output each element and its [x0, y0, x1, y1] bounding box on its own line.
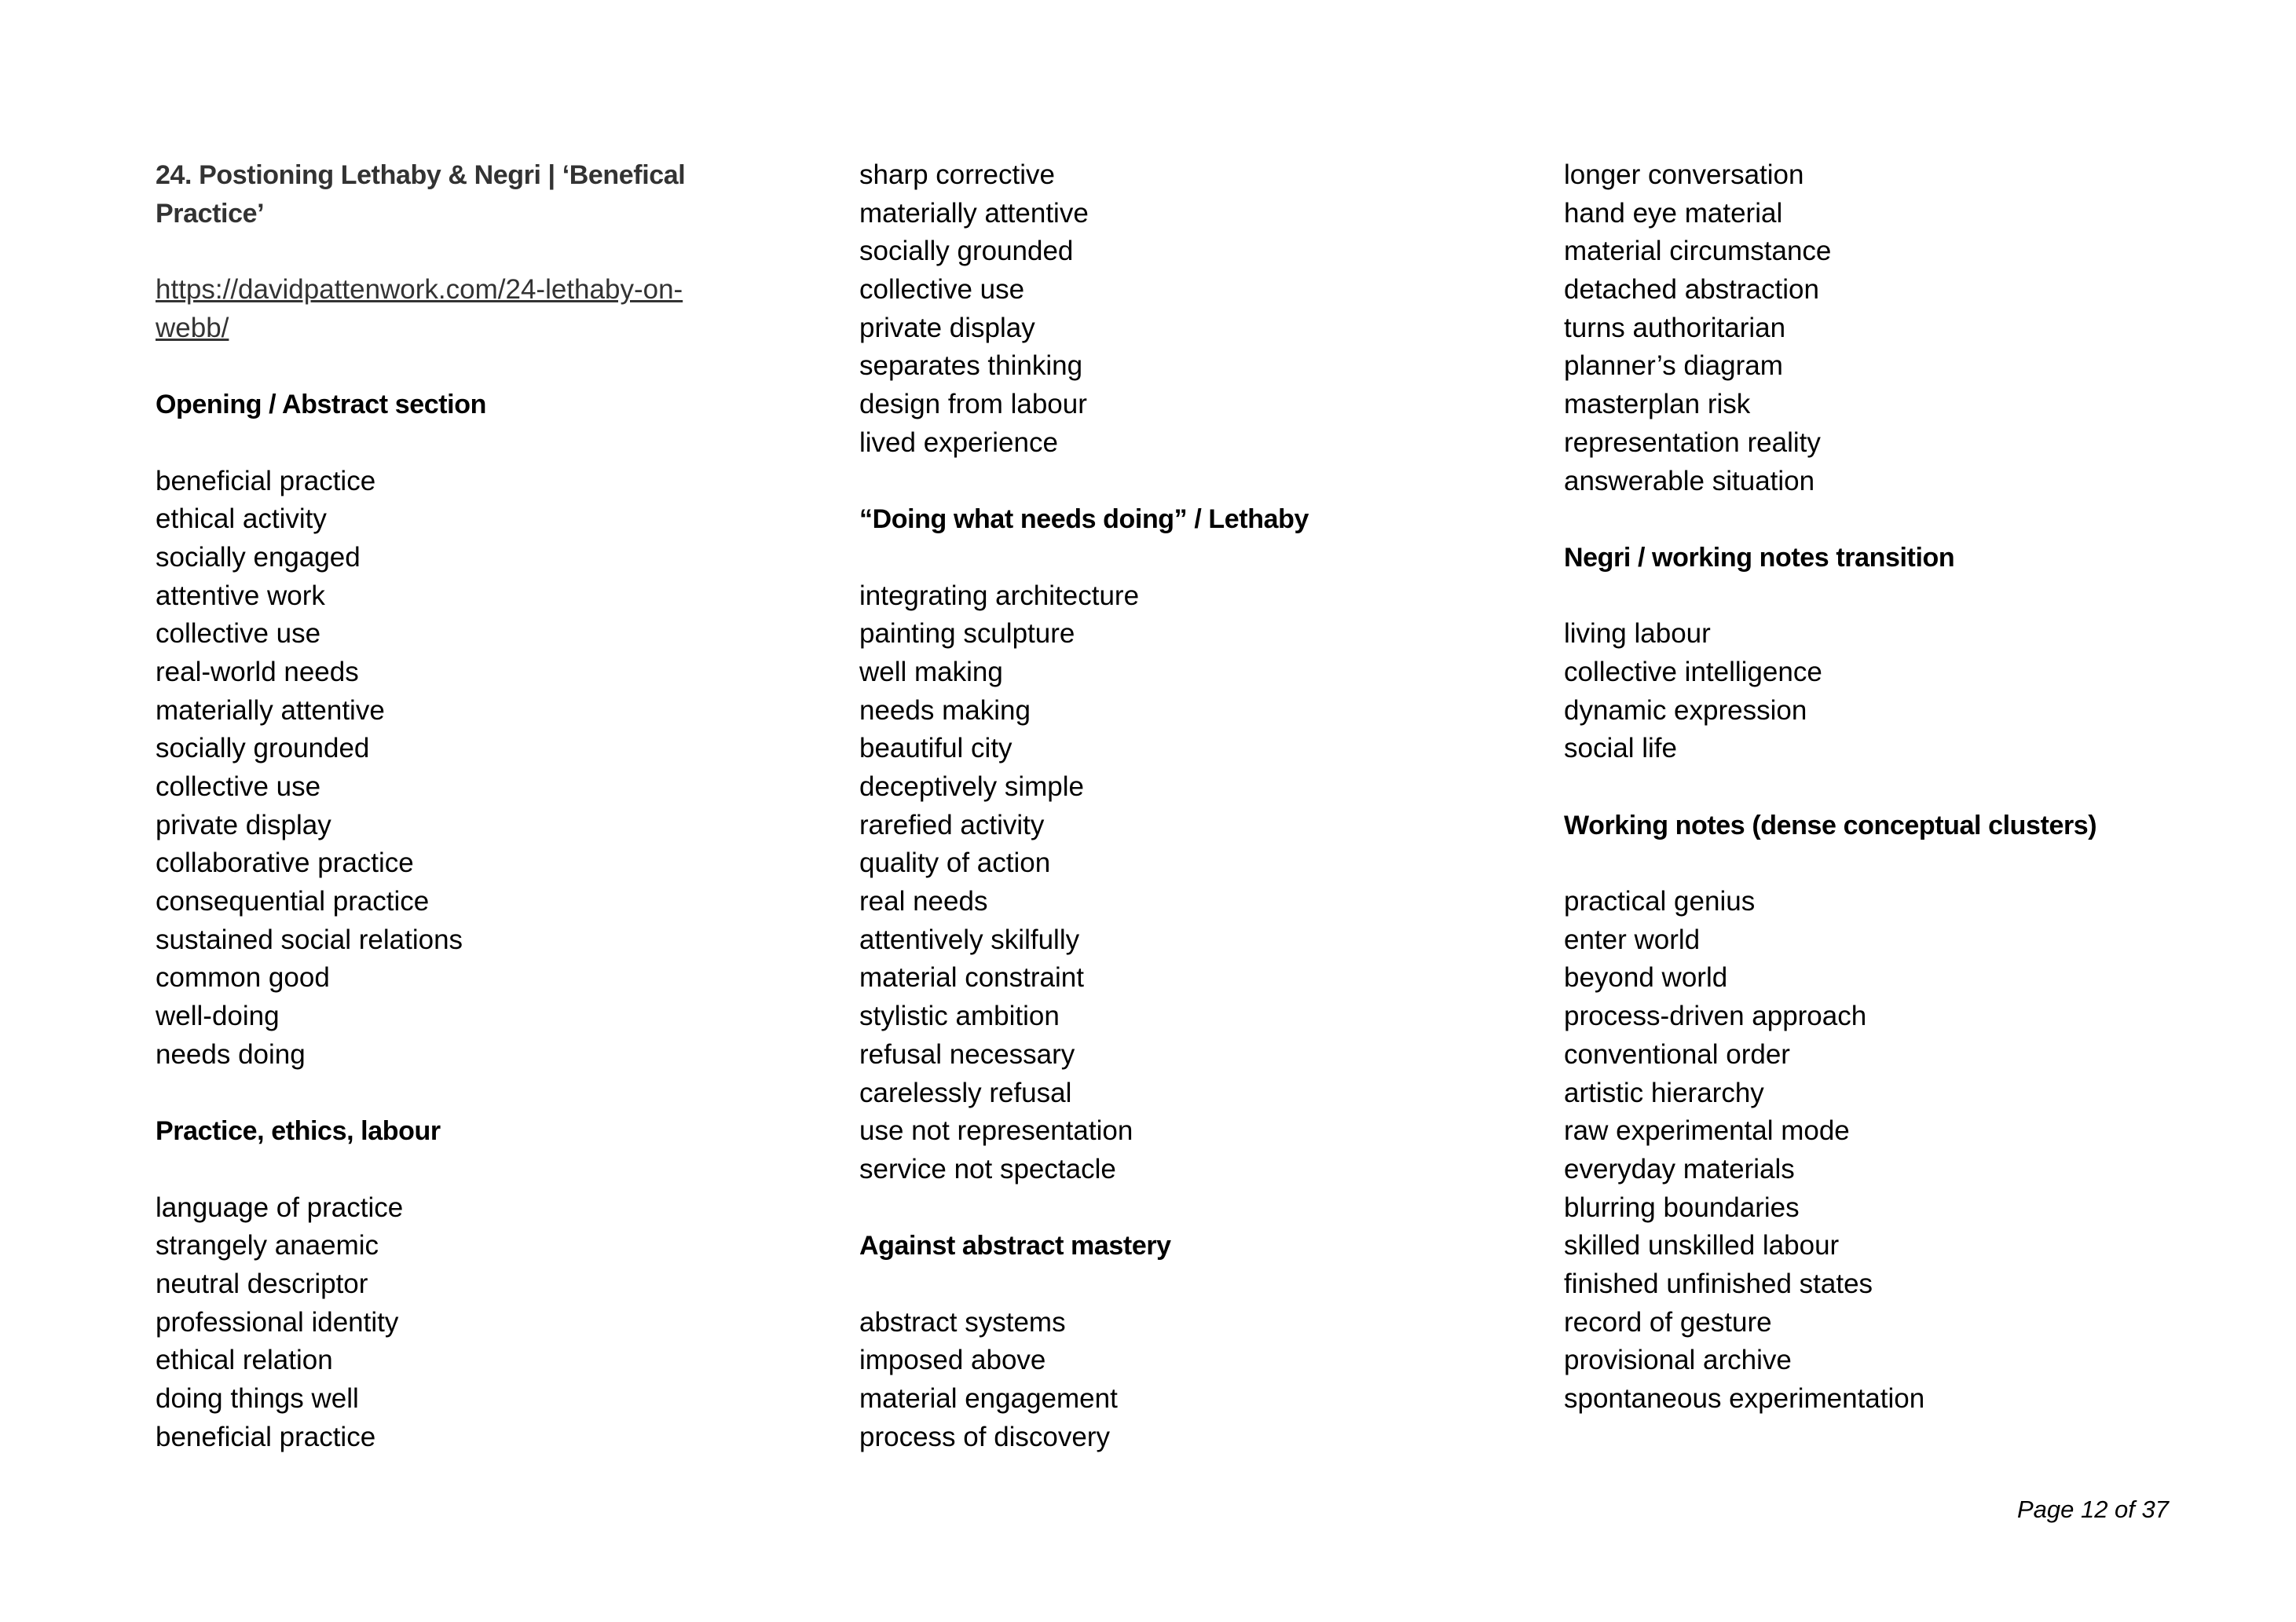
- list-item: socially engaged: [156, 541, 361, 573]
- list-item: attentive work: [156, 580, 325, 611]
- list-item: material circumstance: [1564, 236, 1832, 267]
- list-item: social life: [1564, 733, 1677, 764]
- term-list: [156, 1189, 753, 1457]
- left-column: [156, 156, 753, 1456]
- list-item: service not spectacle: [859, 1153, 1116, 1184]
- list-item: abstract systems: [859, 1306, 1066, 1338]
- list-item: detached abstraction: [1564, 274, 1819, 306]
- list-item: conventional order: [1564, 1038, 1790, 1070]
- list-item: collaborative practice: [156, 848, 414, 879]
- section-heading: Working notes (dense conceptual clusters): [1564, 810, 2097, 840]
- section-heading: Practice, ethics, labour: [156, 1116, 441, 1147]
- list-item: real needs: [859, 886, 988, 917]
- list-item: attentively skilfully: [859, 924, 1080, 955]
- middle-column: [859, 156, 1456, 1456]
- section-heading: Against abstract mastery: [859, 1231, 1171, 1261]
- section-working-notes: [1564, 807, 2192, 1419]
- term-list: [156, 463, 753, 1075]
- list-item: carelessly refusal: [859, 1077, 1072, 1108]
- list-item: record of gesture: [1564, 1306, 1772, 1338]
- list-item: blurring boundaries: [1564, 1192, 1800, 1223]
- list-item: imposed above: [859, 1345, 1046, 1376]
- list-item: finished unfinished states: [1564, 1268, 1873, 1299]
- document-link[interactable]: [156, 271, 705, 347]
- section-heading: Negri / working notes transition: [1564, 542, 1955, 573]
- list-item: stylistic ambition: [859, 1001, 1060, 1032]
- list-item: design from labour: [859, 389, 1087, 420]
- list-item: private display: [859, 312, 1035, 343]
- section-heading: Opening / Abstract section: [156, 390, 486, 420]
- section-practice-ethics-labour: [156, 1112, 753, 1456]
- list-item: answerable situation: [1564, 465, 1815, 496]
- list-item: longer conversation: [1564, 159, 1804, 190]
- section-against-abstract-mastery: [859, 1227, 1456, 1456]
- section-opening-abstract: [156, 386, 753, 1074]
- list-item: process of discovery: [859, 1421, 1111, 1452]
- spacer: [859, 463, 1456, 501]
- list-item: deceptively simple: [859, 771, 1084, 802]
- list-item: needs doing: [156, 1038, 306, 1070]
- list-item: enter world: [1564, 924, 1701, 955]
- term-list: [1564, 883, 2192, 1419]
- spacer: [156, 1151, 753, 1189]
- list-item: professional identity: [156, 1306, 399, 1338]
- list-item: skilled unskilled labour: [1564, 1230, 1840, 1261]
- list-item: refusal necessary: [859, 1038, 1075, 1070]
- spacer: [1564, 577, 2192, 616]
- list-item: rarefied activity: [859, 809, 1045, 840]
- list-item: collective use: [156, 771, 321, 803]
- list-item: material constraint: [859, 962, 1084, 994]
- list-item: materially attentive: [156, 694, 385, 726]
- list-item: painting sculpture: [859, 618, 1075, 650]
- right-column: [1564, 156, 2192, 1419]
- term-list: [859, 577, 1456, 1189]
- spacer: [859, 539, 1456, 577]
- term-list: [859, 1304, 1456, 1457]
- term-list-continued: [1564, 156, 2192, 500]
- section-heading: “Doing what needs doing” / Lethaby: [859, 504, 1309, 535]
- term-list-continued: [859, 156, 1456, 463]
- spacer: [156, 347, 753, 386]
- section-doing-what-needs-doing: [859, 500, 1456, 1188]
- spacer: [156, 1075, 753, 1113]
- spacer: [156, 232, 753, 271]
- spacer: [1564, 768, 2192, 807]
- spacer: [859, 1265, 1456, 1304]
- list-item: materially attentive: [859, 197, 1089, 229]
- list-item: beyond world: [1564, 962, 1728, 994]
- list-item: integrating architecture: [859, 580, 1140, 611]
- document-link-line-2[interactable]: webb/: [156, 312, 229, 343]
- list-item: artistic hierarchy: [1564, 1077, 1764, 1108]
- document-title: 24. Postioning Lethaby & Negri | ‘Benefical Practice’: [156, 160, 686, 229]
- list-item: neutral descriptor: [156, 1268, 368, 1299]
- list-item: doing things well: [156, 1383, 359, 1415]
- term-list: [1564, 615, 2192, 768]
- page-number: Page 12 of 37: [2016, 1496, 2169, 1523]
- list-item: representation reality: [1564, 427, 1821, 458]
- list-item: planner’s diagram: [1564, 350, 1783, 382]
- list-item: beautiful city: [859, 733, 1013, 764]
- list-item: lived experience: [859, 427, 1058, 458]
- list-item: provisional archive: [1564, 1345, 1792, 1376]
- document-link-line-1[interactable]: https://davidpattenwork.com/24-lethaby-on-: [156, 274, 683, 306]
- list-item: hand eye material: [1564, 197, 1783, 229]
- list-item: sustained social relations: [156, 924, 463, 955]
- list-item: turns authoritarian: [1564, 312, 1786, 343]
- list-item: masterplan risk: [1564, 389, 1751, 420]
- list-item: ethical relation: [156, 1345, 333, 1376]
- spacer: [156, 424, 753, 463]
- list-item: socially grounded: [859, 236, 1074, 267]
- list-item: real-world needs: [156, 656, 359, 687]
- list-item: beneficial practice: [156, 1421, 376, 1452]
- list-item: raw experimental mode: [1564, 1115, 1850, 1147]
- list-item: strangely anaemic: [156, 1230, 379, 1261]
- list-item: living labour: [1564, 618, 1711, 650]
- list-item: common good: [156, 962, 330, 994]
- list-item: needs making: [859, 694, 1031, 726]
- list-item: well-doing: [156, 1001, 280, 1032]
- list-item: ethical activity: [156, 503, 327, 535]
- list-item: socially grounded: [156, 733, 370, 764]
- list-item: separates thinking: [859, 350, 1083, 382]
- list-item: sharp corrective: [859, 159, 1055, 190]
- list-item: process-driven approach: [1564, 1001, 1867, 1032]
- section-negri-transition: [1564, 539, 2192, 768]
- list-item: dynamic expression: [1564, 694, 1807, 726]
- list-item: well making: [859, 656, 1003, 687]
- spacer: [1564, 844, 2192, 883]
- list-item: collective use: [156, 618, 321, 650]
- list-item: language of practice: [156, 1192, 404, 1223]
- list-item: private display: [156, 809, 331, 840]
- list-item: spontaneous experimentation: [1564, 1383, 1925, 1414]
- list-item: everyday materials: [1564, 1153, 1795, 1184]
- list-item: collective intelligence: [1564, 656, 1822, 687]
- list-item: material engagement: [859, 1383, 1118, 1414]
- list-item: beneficial practice: [156, 465, 376, 496]
- list-item: use not representation: [859, 1115, 1133, 1147]
- spacer: [859, 1189, 1456, 1228]
- list-item: collective use: [859, 274, 1025, 306]
- list-item: practical genius: [1564, 886, 1756, 917]
- spacer: [1564, 500, 2192, 539]
- list-item: quality of action: [859, 848, 1051, 879]
- list-item: consequential practice: [156, 886, 430, 917]
